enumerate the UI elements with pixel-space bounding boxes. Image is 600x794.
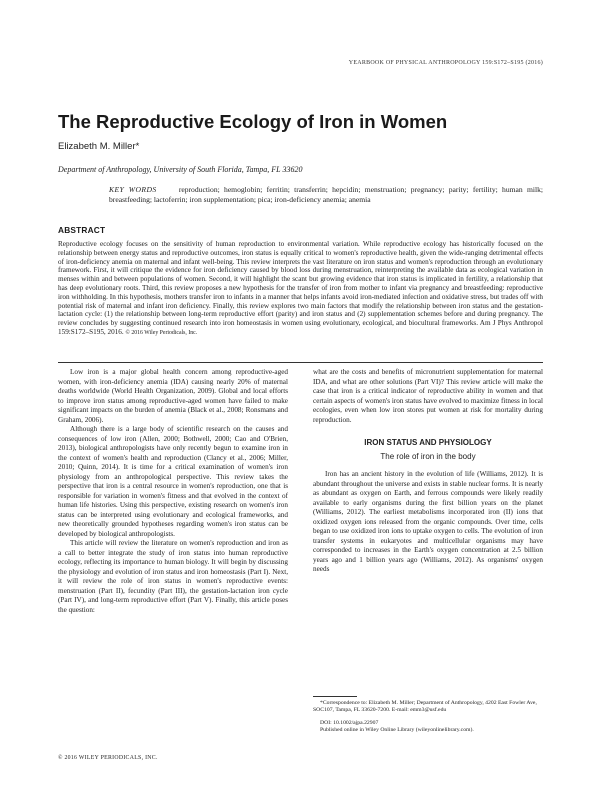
author-affiliation: Department of Anthropology, University of South Florida, Tampa, FL 33620 bbox=[58, 165, 303, 174]
footnotes-block bbox=[313, 700, 543, 735]
page-footer: © 2016 WILEY PERIODICALS, INC. bbox=[58, 755, 158, 761]
article-title: The Reproductive Ecology of Iron in Women bbox=[58, 111, 448, 132]
journal-header: YEARBOOK OF PHYSICAL ANTHROPOLOGY 159:S172–S195 (2016) bbox=[348, 60, 543, 66]
right-column bbox=[313, 368, 543, 575]
section-heading: IRON STATUS AND PHYSIOLOGY bbox=[364, 438, 492, 447]
abstract-body: Reproductive ecology focuses on the sensitivity of human reproduction to environmental variation. While reproductive ecology has historically focused on the relationship between energy status and reproductive outcomes, iron status is equally critical to women's reproductive health, given the wide-ranging detrimental effects of iron-deficiency anemia on maternal and infant well-being. This review interprets the vast literature on iron status and women's reproduction through an evolutionary framework. First, it will critique the evidence for iron deficiency caused by blood loss during menstruation, reinterpreting the available data as ecological variation in menses within and between populations of women. Second, it will highlight the scant but growing evidence that iron status is implicated in fertility, a relationship that has deep evolutionary roots. Third, this review proposes a new hypothesis for the transfer of iron from mother to infant via pregnancy and breastfeeding: reproductive iron withholding. In this hypothesis, mothers transfer iron to infants in a manner that helps infants avoid iron-mediated infection and oxidative stress, but trades off with potential risk of maternal and infant iron deficiency. Finally, this review explores two main factors that modify the relationship between iron status and the gestation-lactation cycle: (1) the relationship between long-term reproductive effort (parity) and iron status and (2) supplementation schemes before and during pregnancy. The review concludes by suggesting continued research into iron homeostasis in women using evolutionary, ecological, and biocultural frameworks. Am J Phys Anthropol 159:S172–S195, 2016. bbox=[58, 240, 543, 336]
footnote-divider bbox=[313, 696, 357, 697]
author-name: Elizabeth M. Miller* bbox=[58, 141, 140, 152]
body-paragraph: Iron has an ancient history in the evolution of life (Williams, 2012). It is abundant throughout the universe and exists in stable nuclear forms. It is nearly as abundant as oxygen on Earth, and ferrous compounds were likely readily available to early organisms during the first billion years on the planet (Williams, 2012). The earliest metabolisms incorporated iron (II) ions that oxidized oxygen ions released from the organic compounds. Over time, cells began to use oxidized iron ions to uptake oxygen to cells. The evolution of iron transfer systems in eukaryotes and multicellular organisms may have corresponded to increases in the Earth's oxygen concentration at 2.5 billion years ago and 1 billion years ago (Williams, 2012). As organisms' oxygen needs bbox=[313, 470, 543, 573]
abstract-heading: ABSTRACT bbox=[58, 225, 106, 235]
keywords-text: reproduction; hemoglobin; ferritin; transferrin; hepcidin; menstruation; pregnancy; parity; fertility; human milk; breastfeeding; lactoferrin; iron supplementation; pica; iron-deficiency anemia; anemia bbox=[109, 185, 543, 204]
subsection-heading: The role of iron in the body bbox=[380, 451, 476, 461]
abstract-block bbox=[58, 240, 543, 338]
keywords-label: KEY WORDS bbox=[109, 185, 157, 194]
published-note: Published online in Wiley Online Library (wileyonlinelibrary.com). bbox=[320, 727, 474, 734]
abstract-copyright: © 2016 Wiley Periodicals, Inc. bbox=[125, 329, 198, 336]
left-column bbox=[58, 368, 288, 615]
body-paragraph: This article will review the literature on women's reproduction and iron as a call to better integrate the study of iron status into human reproductive ecology, reflecting its importance to human biology. It will begin by discussing the physiology and evolution of iron status and iron homeostasis (Part I). Next, it will review the role of iron status in women's reproductive events: menstruation (Part II), fecundity (Part III), the gestation-lactation iron cycle (Part IV), and long-term reproductive effort (Part V). Finally, this article poses the question: bbox=[58, 539, 288, 614]
doi-note: DOI: 10.1002/ajpa.22907 bbox=[320, 719, 379, 726]
body-paragraph: what are the costs and benefits of micronutrient supplementation for maternal IDA, and what are other solutions (Part VI)? This review article will make the case that iron is a critical indicator of reproductive ability in women and that certain aspects of women's iron status have evolved to maximize fitness in local ecologies, even when low iron stores put women at risk for mortality during reproduction. bbox=[313, 368, 543, 424]
keywords-block bbox=[109, 185, 543, 205]
abstract-divider bbox=[58, 362, 543, 363]
correspondence-note: *Correspondence to: Elizabeth M. Miller; Department of Anthropology, 4202 East Fowler Ave, SOC107, Tampa, FL 33620-7200. E-mail: emm3@usf.edu bbox=[313, 700, 537, 714]
body-paragraph: Although there is a large body of scientific research on the causes and consequences of low iron (Allen, 2000; Bothwell, 2000; Cao and O'Brien, 2013), biological anthropologists have only recently begun to examine iron in the context of women's health and reproduction (Clancy et al., 2006; Miller, 2010; Quinn, 2014). It is time for a critical examination of women's iron physiology from an anthropological perspective. This review takes the perspective that iron is a central resource in women's reproduction, one that is responsible for variation in women's fitness and that evolved in the context of human life histories. Using this perspective, existing research on women's iron status can be interpreted using evolutionary and ecological frameworks, and new theoretically grounded hypotheses regarding women's iron status can be developed by biological anthropologists. bbox=[58, 425, 288, 538]
body-paragraph: Low iron is a major global health concern among reproductive-aged women, with iron-deficiency anemia (IDA) causing nearly 20% of maternal deaths worldwide (World Health Organization, 2009). Global and local efforts to improve iron status among reproductive-aged women have failed to make significant impacts on the burden of anemia (Black et al., 2008; Ronsmans and Graham, 2006). bbox=[58, 368, 288, 424]
